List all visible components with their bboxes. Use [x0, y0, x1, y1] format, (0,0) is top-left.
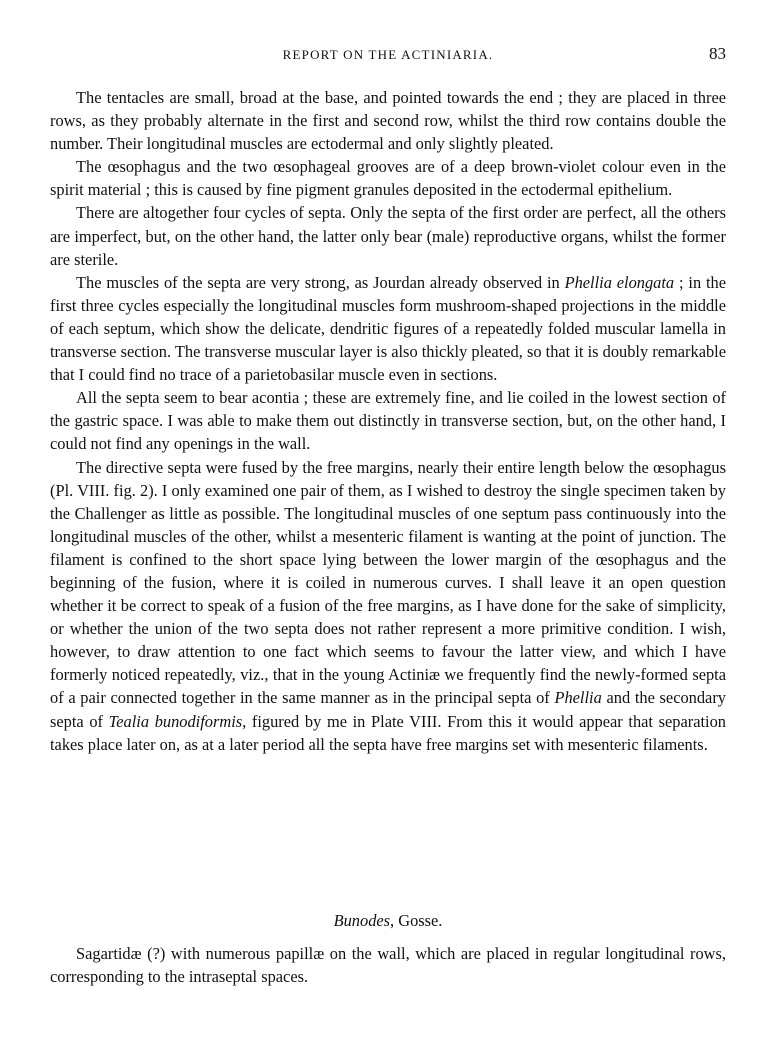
genus-heading-authority: , Gosse.: [390, 911, 443, 930]
species-name: Phellia elongata: [564, 272, 675, 292]
paragraph-directive-septa: [50, 456, 726, 756]
genus-diagnosis: [50, 942, 726, 988]
paragraph-text: and the secondary septa of: [50, 688, 726, 731]
paragraph-text: The directive septa were fused by the free margins, nearly their entire length below the œsophagus (Pl. VIII. fig. 2). I only examined one pair of them, as I wished to destroy the single specimen taken by the Challenger as little as possible. The longitudinal muscles of one septum pass continuously into the longitudinal muscles of the other, whilst a mesenteric filament is wanting at the point of junction. The filament is confined to the short space lying between the lower margin of the œsophagus and the beginning of the fusion, where it is coiled in numerous curves. I shall leave it an open question whether it be correct to speak of a fusion of the free margins, as I have done for the sake of simplicity, or whether the union of the two septa does not rather represent a more primitive condition. I wish, however, to draw attention to one fact which seems to favour the latter view, and which I have formerly noticed repeatedly, viz., that in the young Actiniæ we frequently find the newly-formed septa of a pair connected together in the same manner as in the principal septa of: [50, 457, 726, 708]
paragraph-oesophagus: [50, 155, 726, 201]
genus-heading-name: Bunodes: [333, 911, 391, 930]
page-number: 83: [709, 44, 726, 63]
species-name: Tealia bunodiformis: [108, 711, 243, 731]
genus-name: Phellia: [554, 688, 602, 708]
paragraph-text: The œsophagus and the two œsophageal grooves are of a deep brown-violet colour even in the spirit material ; this is caused by fine pigment granules deposited in the ectodermal epithelium.: [50, 157, 726, 200]
paragraph-text: There are altogether four cycles of septa. Only the septa of the first order are perfect, all the others are imperfect, but, on the other hand, the latter only bear (male) reproductive organs, whilst the former are sterile.: [50, 203, 726, 269]
paragraph-text: The tentacles are small, broad at the base, and pointed towards the end ; they are placed in three rows, as they probably alternate in the first and second row, whilst the third row contains double the number. Their longitudinal muscles are ectodermal and only slightly pleated.: [50, 88, 726, 154]
paragraph-text: All the septa seem to bear acontia ; these are extremely fine, and lie coiled in the lowest section of the gastric space. I was able to make them out distinctly in transverse section, but, on the other hand, I could not find any openings in the wall.: [50, 388, 726, 454]
page-header: [50, 44, 726, 66]
paragraph-text: ; in the first three cycles especially the longitudinal muscles form mushroom-shaped projections in the middle of each septum, which show the delicate, dendritic figures of a repeatedly folded muscular lamella in transverse section. The transverse muscular layer is also thickly pleated, so that it is doubly remarkable that I could find no trace of a parietobasilar muscle even in sections.: [50, 272, 727, 385]
body-text: [50, 86, 726, 756]
paragraph-tentacles: [50, 86, 726, 155]
paragraph-septa-muscles: [50, 271, 726, 386]
paragraph-septa-cycles: [50, 201, 726, 270]
genus-heading: [50, 909, 726, 932]
diagnosis-text: Sagartidæ (?) with numerous papillæ on the wall, which are placed in regular longitudinal rows, corresponding to the intraseptal spaces.: [50, 944, 726, 987]
paragraph-text: The muscles of the septa are very strong, as Jourdan already observed in: [76, 272, 565, 292]
diagnosis-paragraph: [50, 942, 726, 988]
running-title: REPORT ON THE ACTINIARIA.: [282, 47, 494, 62]
paragraph-acontia: [50, 386, 726, 455]
paragraph-text: , figured by me in Plate VIII. From this it would appear that separation takes place later on, as at a later period all the septa have free margins set with mesenteric filaments.: [50, 711, 726, 754]
